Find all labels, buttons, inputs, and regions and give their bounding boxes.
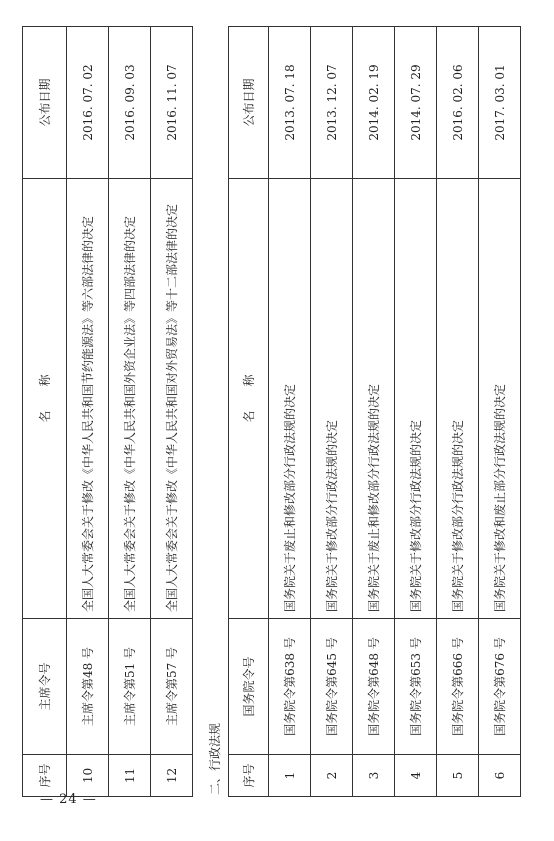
- header-seq: 序号: [23, 755, 67, 797]
- header-name: 名 称: [229, 179, 269, 619]
- cell-name: 国务院关于修改部分行政法规的决定: [311, 179, 353, 619]
- cell-date: 2016. 09. 03: [109, 27, 151, 179]
- table-row: [479, 27, 521, 797]
- cell-name: 国务院关于修改部分行政法规的决定: [395, 179, 437, 619]
- header-order: 国务院令号: [229, 619, 269, 755]
- cell-seq: 5: [437, 755, 479, 797]
- section-heading: 二、行政法规: [208, 722, 222, 795]
- table-row: [311, 27, 353, 797]
- cell-name: 国务院关于修改和废止部分行政法规的决定: [479, 179, 521, 619]
- cell-seq: 12: [151, 755, 193, 797]
- table-row: [109, 27, 151, 797]
- table-row: [353, 27, 395, 797]
- header-order: 主席令号: [23, 619, 67, 755]
- cell-date: 2013. 12. 07: [311, 27, 353, 179]
- cell-name: 全国人大常委会关于修改《中华人民共和国节约能源法》等六部法律的决定: [67, 179, 109, 619]
- cell-order: 主席令第48 号: [67, 619, 109, 755]
- cell-name: 全国人大常委会关于修改《中华人民共和国对外贸易法》等十二部法律的决定: [151, 179, 193, 619]
- table-row: [151, 27, 193, 797]
- table-regulations: [228, 26, 521, 797]
- cell-seq: 3: [353, 755, 395, 797]
- cell-date: 2017. 03. 01: [479, 27, 521, 179]
- cell-name: 全国人大常委会关于修改《中华人民共和国外资企业法》等四部法律的决定: [109, 179, 151, 619]
- cell-date: 2016. 11. 07: [151, 27, 193, 179]
- cell-order: 主席令第57 号: [151, 619, 193, 755]
- cell-seq: 10: [67, 755, 109, 797]
- table-header-row: [229, 27, 269, 797]
- header-seq: 序号: [229, 755, 269, 797]
- cell-order: 国务院令第648 号: [353, 619, 395, 755]
- cell-name: 国务院关于修改部分行政法规的决定: [437, 179, 479, 619]
- cell-seq: 11: [109, 755, 151, 797]
- cell-order: 国务院令第645 号: [311, 619, 353, 755]
- cell-order: 国务院令第638 号: [269, 619, 311, 755]
- table-row: [67, 27, 109, 797]
- table-row: [395, 27, 437, 797]
- cell-name: 国务院关于废止和修改部分行政法规的决定: [353, 179, 395, 619]
- table-header-row: [23, 27, 67, 797]
- page-number: — 24 —: [40, 792, 97, 807]
- table-laws: [22, 26, 193, 797]
- cell-seq: 1: [269, 755, 311, 797]
- cell-date: 2016. 07. 02: [67, 27, 109, 179]
- cell-date: 2013. 07. 18: [269, 27, 311, 179]
- cell-date: 2014. 07. 29: [395, 27, 437, 179]
- table-row: [437, 27, 479, 797]
- cell-date: 2016. 02. 06: [437, 27, 479, 179]
- cell-date: 2014. 02. 19: [353, 27, 395, 179]
- header-date: 公布日期: [23, 27, 67, 179]
- header-name: 名 称: [23, 179, 67, 619]
- cell-name: 国务院关于废止和修改部分行政法规的决定: [269, 179, 311, 619]
- cell-order: 国务院令第666 号: [437, 619, 479, 755]
- cell-seq: 4: [395, 755, 437, 797]
- table-row: [269, 27, 311, 797]
- cell-seq: 6: [479, 755, 521, 797]
- cell-seq: 2: [311, 755, 353, 797]
- cell-order: 国务院令第653 号: [395, 619, 437, 755]
- cell-order: 国务院令第676 号: [479, 619, 521, 755]
- header-date: 公布日期: [229, 27, 269, 179]
- cell-order: 主席令第51 号: [109, 619, 151, 755]
